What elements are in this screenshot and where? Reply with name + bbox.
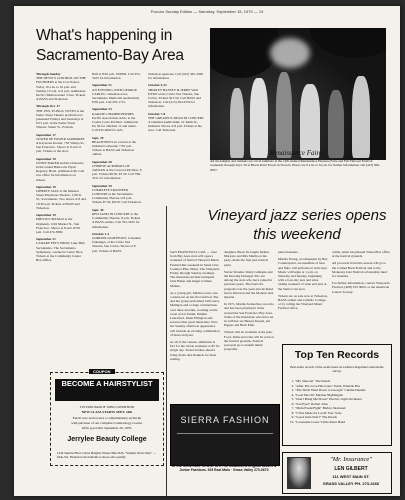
event-entry (148, 72, 204, 80)
event-entry (224, 250, 274, 267)
event-entry (36, 104, 86, 129)
event-text: Tickets are on sale now at Ticketron, BASS outlets and Cabrillo College, or by calling the Vineyard Music Festival office. (278, 293, 328, 311)
event-column-3 (148, 72, 204, 268)
photo-tree-shape (310, 28, 386, 58)
page-folio: Pocono Sunday Edition — Saturday, September 15, 1979 — 19 (150, 9, 264, 14)
event-entry (148, 112, 204, 133)
vineyard-headline: Vineyard jazz series opens this weekend (207, 207, 387, 243)
record-item: 10. "Lonesome Loser" Little River Band (295, 420, 395, 425)
event-text: Hall at 8:30 p.m. SUPER. Call 355-3225 for information. (92, 72, 141, 81)
record-item: 3. "The Devil Went Down to Georgia" Charlie Daniels (295, 388, 395, 393)
hairstylist-coupon-ad (50, 369, 164, 466)
event-entry (92, 232, 142, 253)
insurance-agent-name: LEN GILBERT (334, 466, 368, 472)
event-text: RED SAND IN CONCERT at the Community Theatre, 8 p.m. Tickets at BASS outlets. Call 355-3225 for information. (92, 211, 141, 229)
coupon-line: TUITION PAID IF JOBS CONDITION (79, 405, 135, 409)
event-date: Sept. 30 (92, 207, 104, 212)
event-text: Martha Young, accompanied by Bay Counterpoint, an ensemble of bass and flute, will perform on both days. Music will begin at 1 p.m. on Saturday and Sunday, beginning with a four-day jazz and wine tasting weekend of wine and jazz at the Santa Cruz area. (278, 257, 328, 291)
event-entry (332, 281, 390, 294)
coupon-line: Enroll now and receive a complimentary stylist kit (72, 416, 142, 420)
insurance-title: "Mr. Insurance" (330, 456, 372, 463)
event-text: THE DEVIL'S CONTROL ON THE FOUNDERS at the Cow Palace. Today 10 a.m. to 10 p.m. and Sunday 10 a.m. to 6 p.m. Admission $4.50; children under 3 free. Tickets at BASS and Ticketron. (36, 76, 86, 102)
event-entry (224, 330, 274, 351)
event-date: September 29 (92, 183, 112, 188)
coupon-line: Offer good thru September 29, 1979. (81, 426, 133, 430)
agent-portrait (287, 457, 311, 489)
event-text: LIBERTY JAZZ at the Mission Street Playhouse Theatre, 1105 K St., Sacramento. Two shows at 8 and 10:30 p.m. Tickets at BASS and Ticketron. (36, 189, 86, 210)
records-list (287, 379, 395, 424)
photo-caption-body: All the knights and damsels are out in numbers at the 12th Annual Renaissance Pleasure Faire and Fair Harvest Festival weekends through Sept. 30 at Black Point Forest in Novato. Hours are 9 a.m. to 6 p.m. for further information call (415) 892-0937. (210, 159, 381, 172)
event-entry (92, 83, 142, 104)
event-text: All proceeds from this season will go to the Carmel Bach Festival and to the Monterey Jazz Festival scholarship fund for students. (332, 261, 387, 279)
event-date: September 28 (92, 159, 112, 164)
insurance-address: 111 WEST MAIN ST. (332, 474, 370, 479)
event-text: AN EVENING WITH GEORGE CARLIN, comedian-actor, Sacramento Memorial Auditorium, 8:30 p.m. Call 455-1715. (92, 87, 140, 105)
records-title: Top Ten Records (294, 349, 380, 361)
sierra-fashion-info: OPEN: MON.–SAT. 10 A.M. to 6 P.M. Beautiful & Original Misses & Junior Fashions. 519 East Main · Grass Valley 273-0673 (171, 464, 277, 473)
photo-figure (250, 78, 268, 158)
event-text: CANARY PETS SHOW, Lake Hall, Sacramento. The Sacramento Symphony, conductor Carter Nice. Tickets at the Community Center Box Office. (36, 241, 86, 263)
event-date: September 19 (36, 213, 56, 218)
record-item: 5. "Don't Bring Me Down" Electric Light Orchestra (295, 397, 395, 402)
event-entry (332, 261, 390, 278)
event-text: At all of the venues, admission is $12 for the whole weekend or $5 for single day. Ticket holders should bring chairs and blankets for lawn seating. (170, 340, 220, 361)
record-item: 4. "Lead Me On" Maxine Nightingale (295, 393, 395, 398)
coupon-business-name: Jerrylee Beauty College (67, 436, 147, 443)
record-item: 2. "After The Love Has Gone" Earth, Wind & Fire (295, 384, 395, 389)
event-entry (278, 294, 328, 311)
event-text: KARATE CHAMPIONSHIPS, Pacific Association AAU, at the Contra Costa Pavilion. Admission $3, $2 for children 12 and under. Call 935-4000 for info. (92, 111, 139, 133)
event-entry (224, 270, 274, 299)
event-text: daughter, Bean. Its taught further. Marjorie and Mrs Martha at the party, made the first jazz festival party. (224, 250, 270, 267)
event-date: Through Oct. 27 (36, 104, 60, 109)
sierra-fashion-title: SIERRA FASHION (180, 415, 270, 425)
photo-figure (328, 90, 344, 158)
coupon-tag: COUPON (89, 369, 115, 374)
event-entry (148, 83, 204, 108)
event-entry (278, 257, 328, 291)
event-entry (92, 160, 142, 181)
event-date: October 7-8 (148, 111, 166, 116)
event-text: Tickets will be available at the gate. Food, drink and wine will be sold on the festival grounds. Festival proceeds go to benefit music programs. (224, 330, 274, 352)
event-date: September 19 (36, 184, 56, 189)
renaissance-faire-photo (210, 28, 386, 160)
event-date: September 19 (36, 156, 56, 161)
section-headline: What's happening in Sacramento-Bay Area (36, 27, 184, 64)
sierra-divider (177, 433, 273, 434)
event-text: SAN FRANCISCO, Calif. — Jazz from Bay Area stars will open a weekend of festival Vineyard Music Festival this weekend in Santa Cruz County's Pine Valley. The Vineyards Friday through Sunday evenings. The musicians include trumpeter Chet Baker and singer Carmen McRae. (170, 250, 220, 288)
event-entry (224, 302, 274, 327)
photo-figure (300, 84, 320, 158)
event-column-2 (92, 72, 142, 368)
event-text: SHIRLEY BASSEY & JERRY VAN DYKE at the Circle Star Theatre, San Carlos. Tickets $15.50. Call BASS and Ticketron. Call (415) 364-2550 for information. (148, 87, 201, 109)
event-text: CINDY BAKER and his Orchestra in the Grand Ballroom. Hyatt Regency Hotel. Admission $6. Call box office for information on tickets. (36, 160, 85, 182)
event-entry (92, 208, 142, 229)
event-text: PRESTO CHANGO at the Orpheum, 1192 Market St., San Francisco. Shows at 8 and 10:30 p.m. Call 474-3800. (36, 217, 81, 234)
event-text: BEACH BOYS in concert at the Oakland Coliseum, 7:30 p.m. Tickets at BASS and Ticketron outlets. (92, 139, 136, 157)
newspaper-page (14, 6, 400, 496)
photo-caption-title: Renaissance Faire (270, 149, 323, 157)
column-rule (166, 206, 167, 496)
event-text: Stevie Wonder, Dizzy Gillespie and the Dorothy Donegan Trio are among the stars who have joined in previous years. The festival's program over the years has included Oscar Peterson and the Modern Jazz Quartet. (224, 269, 274, 300)
records-subtitle: Best-seller records of the week based on Cashbox magazine's nationwide survey. (290, 365, 384, 373)
event-date: September 23 (92, 107, 112, 112)
event-entry (36, 185, 86, 210)
event-date: September 21 (36, 237, 56, 242)
event-date: October 1-2 (92, 231, 110, 236)
record-item: 8. "I Was Made for Lovin' You" Kiss (295, 411, 395, 416)
record-item: 1. "My Sharona" The Knack (295, 379, 395, 384)
coupon-line: with purchase of our complete Cosmetology Course. (71, 421, 143, 425)
event-entry (36, 237, 86, 262)
event-text: As a young girl, Martha Lewis was a stand-out on her first festival. She and her group performed with Gerry Mulligan and a range of musicians over three decades, working on the coast of Art Tatum, Jimmie Lunceford, Duke Ellington and several other great musicians. Now her Sunday afternoon appearance will include an exciting combination of blues and jazz. (170, 290, 220, 337)
top-ten-records-box (282, 344, 392, 446)
event-entry (332, 250, 390, 258)
event-entry (36, 213, 86, 234)
record-item: 9. "Good Girls Don't" The Knack (295, 415, 395, 420)
photo-figure (276, 72, 292, 158)
insurance-city-phone: GRASS VALLEY PH. 273-4166 (322, 481, 380, 486)
record-item: 6. "Sad Eyes" Robert John (295, 402, 395, 407)
record-item: 7. "Main Event/Fight" Barbra Streisand (295, 406, 395, 411)
event-text: In 1971, Martha formed her own trio and has been playing in clubs around the San Francisco Bay Area. Some of the musicians who have sat in with her are Barney Kessel, Art Pepper and Herb Ellis. (224, 302, 274, 328)
vineyard-column-4 (332, 250, 390, 340)
event-entry (36, 133, 86, 154)
photo-highlight (270, 38, 310, 68)
event-text: TOWER OF POWER JAMBOREE at Keystone Korner, 750 Vallejo St., San Francisco. Shows at 9 and 11 p.m. Tickets at the door. (36, 136, 85, 154)
event-text: Ticketron agencies. Call (415) 365-3500 for information. (148, 72, 203, 81)
sierra-fashion-ad (170, 404, 280, 466)
coupon-footer: 1234 Sunrise Blvd. Citrus Heights. Phone 966-2345. "Student Work Only" — Mon-Sat. Financial aid available to those who qualify. (57, 451, 157, 459)
event-text: CHINESE ACROBATS OF TAIWAN at the Concord Pavilion, 8 p.m. Tickets $8.50, $7.50. Call 798-3311 for information. (92, 163, 142, 181)
event-entry (170, 291, 220, 337)
insurance-ad (282, 452, 392, 494)
event-column-1 (36, 72, 86, 368)
event-text: piano listeners. (278, 250, 299, 254)
event-date: October 5-21 (148, 83, 167, 88)
event-entry (36, 157, 86, 182)
event-text: For further information, contact Vineyards Festival, (408) 335-3004, or the American Cancer Society. (332, 281, 390, 294)
event-date: Sept. 29 (92, 135, 104, 140)
event-text: COMPLETE TRANSFER CONCERT at the Sacramento Community Theatre at 8 p.m. Tickets $7.50, $6.50. Call Ticketron. (92, 187, 142, 205)
event-entry (92, 184, 142, 205)
event-entry (92, 72, 142, 80)
coupon-headline: BECOME A HAIRSTYLIST (55, 379, 159, 401)
vineyard-column-3 (278, 250, 328, 340)
vineyard-column-1 (170, 250, 220, 400)
event-text: THE TEN, FLINGS, WIVES at the Sutter Street Theatre production is presented Fridays and Saturdays at 8:15 p.m. in the Sutter Street Theatre. Sutter St., Folsom. (36, 108, 85, 130)
event-entry (170, 250, 220, 288)
event-entry (36, 72, 86, 101)
event-text: GORDON LIGHTFOOT, Canadian folksinger, at the Circle Star Theatre, San Carlos. Shows at 8 p.m. Tickets at BASS. (92, 235, 141, 253)
event-entry (170, 340, 220, 361)
event-text: cellist, amen Greyhound Ticket Box office at the festival grounds. (332, 250, 390, 259)
photo-figure (230, 88, 244, 158)
event-date: September 17 (36, 132, 56, 137)
event-entry (278, 250, 328, 254)
event-text: THE GREATFUL DEAD IN CONCERT at Oakland Auditorium, 10 Tenth St., Oakland. Shows at 8 p.m. Tickets at the door. Call Ticketron. (148, 115, 204, 133)
vineyard-column-2 (224, 250, 274, 400)
event-entry (92, 136, 142, 157)
event-date: September 21 (92, 83, 112, 88)
photo-figure (352, 76, 370, 158)
event-date: Through Sunday (36, 72, 61, 76)
event-entry (92, 107, 142, 132)
coupon-line: NEW CLASS STARTS SEPT. 24th (81, 410, 133, 414)
